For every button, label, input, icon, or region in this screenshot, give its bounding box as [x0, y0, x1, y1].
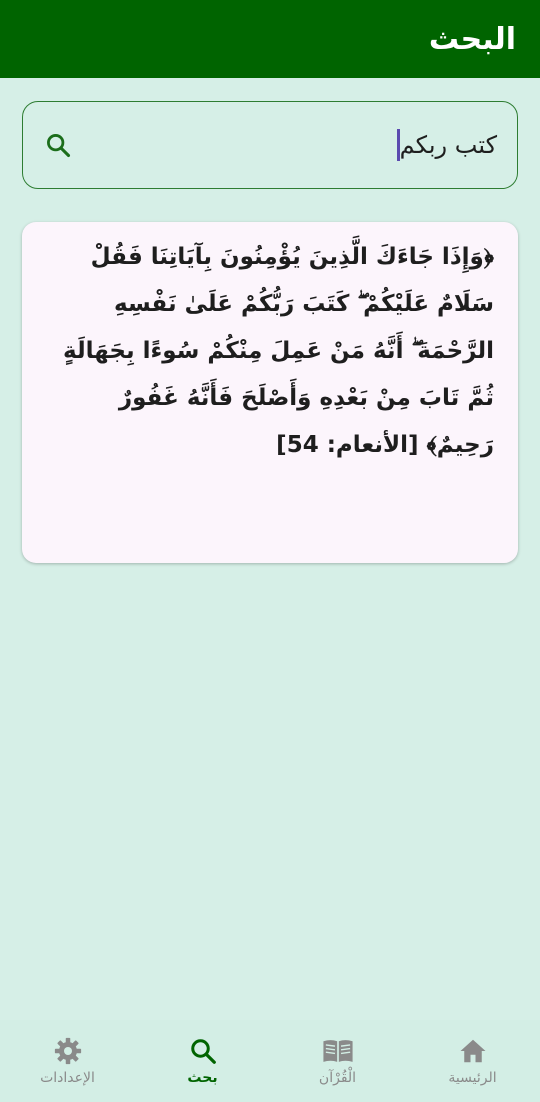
verse-text-block [48, 234, 494, 469]
search-button[interactable] [43, 130, 73, 160]
bottom-navigation [0, 1020, 540, 1102]
app-bar [0, 0, 540, 78]
nav-label-quran: الْقُرْآن [318, 1070, 357, 1086]
home-icon [458, 1036, 488, 1066]
search-result-card[interactable] [22, 222, 518, 563]
book-icon [321, 1036, 355, 1066]
verse-reference: [الأنعام: 54] [276, 432, 419, 458]
search-icon [188, 1036, 218, 1066]
search-input-value: كتب ربكم [399, 131, 497, 159]
nav-label-search: بحث [187, 1070, 218, 1086]
nav-item-settings[interactable] [0, 1020, 135, 1102]
nav-label-home: الرئيسية [448, 1070, 497, 1086]
search-icon [44, 131, 72, 159]
text-caret [397, 129, 400, 161]
gear-icon [53, 1036, 83, 1066]
verse-text: ﴿وَإِذَا جَاءَكَ الَّذِينَ يُؤْمِنُونَ بِآيَاتِنَا فَقُلْ سَلَامٌ عَلَيْكُمْ ۖ كَتَبَ رَبُّكُمْ عَلَىٰ نَفْسِهِ الرَّحْمَةَ ۖ أَنَّهُ مَنْ عَمِلَ مِنْكُمْ سُوءًا بِجَهَالَةٍ ثُمَّ تَابَ مِنْ بَعْدِهِ وَأَصْلَحَ فَأَنَّهُ غَفُورٌ رَحِيمٌ﴾ [63, 244, 494, 458]
page-title: البحث [428, 21, 516, 57]
search-input[interactable] [22, 101, 518, 189]
nav-label-settings: الإعدادات [40, 1070, 95, 1086]
nav-item-search[interactable] [135, 1020, 270, 1102]
nav-item-quran[interactable] [270, 1020, 405, 1102]
search-field[interactable] [73, 129, 497, 161]
nav-item-home[interactable] [405, 1020, 540, 1102]
